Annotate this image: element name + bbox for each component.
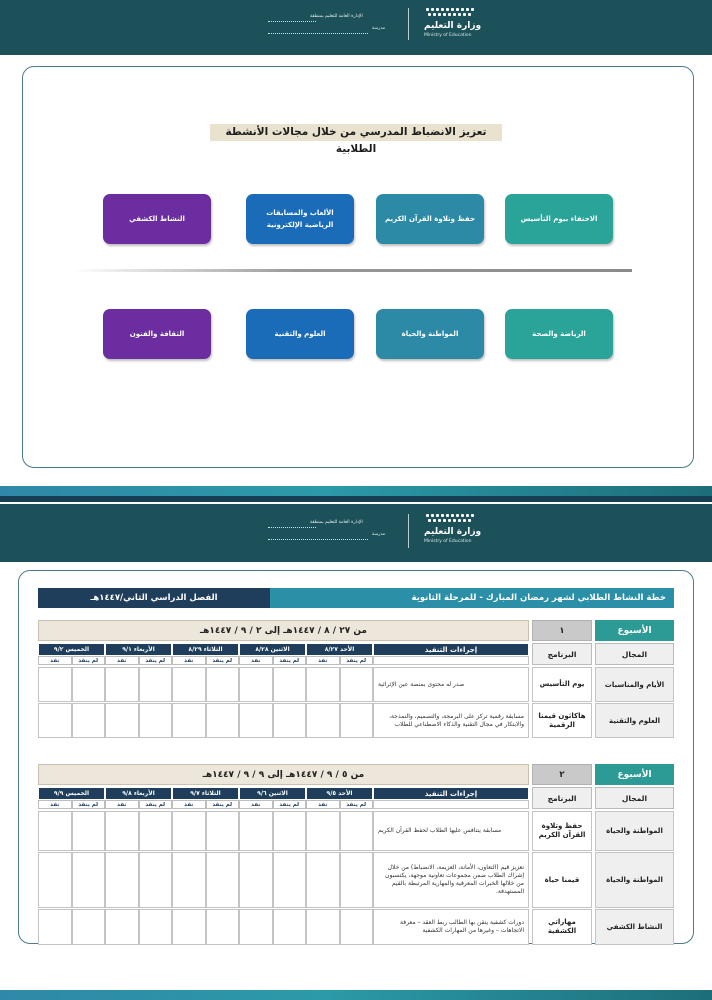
procedures-subheader: [373, 656, 529, 665]
status-cell: [306, 852, 340, 908]
status-cell: [72, 909, 106, 945]
row-program: مهاراتي الكشفية: [532, 909, 592, 945]
plan-title: خطة النشاط الطلابي لشهر رمضان المبارك - للمرحلة الثانوية: [270, 588, 674, 608]
tile-esports: الألعاب والمسابقات الرياضية الإلكترونية: [246, 194, 354, 244]
row-procedure: مسابقة رقمية تركز على البرمجة، والتصميم، والنمذجة، والابتكار في مجال التقنية والذكاء الاصطناعي للطلاب: [373, 703, 529, 738]
status-cell: [38, 703, 72, 738]
executed-label: نفذ: [306, 656, 340, 665]
status-cell: [105, 703, 139, 738]
status-cell: [72, 852, 106, 908]
status-cell: [239, 703, 273, 738]
procedures-header: إجراءات التنفيذ: [373, 643, 529, 656]
ministry-logo-icon: [426, 514, 474, 524]
status-cell: [206, 852, 240, 908]
ministry-name-en: Ministry of Education: [424, 33, 472, 38]
status-cell: [139, 909, 173, 945]
plan-title-bar: [38, 588, 674, 608]
status-cell: [105, 667, 139, 702]
executed-label: نفذ: [172, 656, 206, 665]
divider-line: [74, 269, 632, 272]
week-1-table: [38, 620, 674, 746]
ministry-name-en-2: Ministry of Education: [424, 539, 472, 544]
school-dotted-line: [268, 33, 368, 34]
ministry-logo-icon: [426, 8, 474, 18]
procedures-subheader: [373, 800, 529, 809]
program-header: البرنامج: [532, 787, 592, 809]
header-separator-2: [408, 514, 409, 548]
status-cell: [172, 667, 206, 702]
tile-scouting: النشاط الكشفي: [103, 194, 211, 244]
status-cell: [139, 852, 173, 908]
row-domain: الأيام والمناسبات: [595, 667, 674, 702]
status-cell: [306, 703, 340, 738]
status-cell: [306, 909, 340, 945]
status-cell: [206, 909, 240, 945]
executed-label: نفذ: [105, 800, 139, 809]
header-separator: [408, 8, 409, 40]
tile-quran: حفظ وتلاوة القرآن الكريم: [376, 194, 484, 244]
status-cell: [105, 909, 139, 945]
week-number: ٢: [532, 764, 592, 785]
ministry-name-ar-2: وزارة التعليم: [424, 527, 482, 537]
executed-label: نفذ: [306, 800, 340, 809]
status-cell: [206, 811, 240, 851]
row-domain: المواطنة والحياة: [595, 811, 674, 851]
status-cell: [340, 667, 374, 702]
tile-sports-health: الرياضة والصحة: [505, 309, 613, 359]
week-date-range: من ٥ / ٩ / ١٤٤٧هـ إلى ٩ / ٩ / ١٤٤٧هـ: [38, 764, 529, 785]
week-label: الأسبوع: [595, 764, 674, 785]
status-cell: [273, 909, 307, 945]
school-dotted-line-2: [268, 539, 368, 540]
admin-dotted-line: [268, 21, 316, 22]
status-cell: [172, 811, 206, 851]
admin-dotted-line-2: [268, 527, 316, 528]
status-cell: [239, 909, 273, 945]
row-domain: النشاط الكشفي: [595, 909, 674, 945]
row-program: يوم التأسيس: [532, 667, 592, 702]
term-label: الفصل الدراسي الثاني/١٤٤٧هـ: [38, 588, 270, 608]
program-header: البرنامج: [532, 643, 592, 665]
status-cell: [239, 852, 273, 908]
status-cell: [340, 811, 374, 851]
not-executed-label: لم ينفذ: [273, 800, 307, 809]
not-executed-label: لم ينفذ: [139, 656, 173, 665]
not-executed-label: لم ينفذ: [72, 656, 106, 665]
row-program: هاكاثون قيمنا الرقمية: [532, 703, 592, 738]
row-procedure: تعزيز قيم (التعاون، الأمانة، العزيمة، الانضباط) من خلال إشراك الطلاب ضمن مجموعات تعاونية موجهة، يكتسبون من خلالها الخبرات المعرفية والمهارية المرتبطة بالقيم المستهدفة.: [373, 852, 529, 908]
status-cell: [72, 703, 106, 738]
not-executed-label: لم ينفذ: [139, 800, 173, 809]
status-cell: [239, 667, 273, 702]
status-cell: [273, 703, 307, 738]
status-cell: [206, 667, 240, 702]
page2-header: [0, 504, 712, 562]
status-cell: [139, 811, 173, 851]
page1-title: تعزيز الانضباط المدرسي من خلال مجالات الأنشطة الطلابية: [210, 124, 502, 141]
status-cell: [340, 703, 374, 738]
status-cell: [273, 852, 307, 908]
status-cell: [139, 703, 173, 738]
bottom-band: [0, 990, 712, 1000]
status-cell: [306, 667, 340, 702]
executed-label: نفذ: [38, 800, 72, 809]
row-procedure: صدر له محتوى بمنصة عين الإثرائية: [373, 667, 529, 702]
not-executed-label: لم ينفذ: [273, 656, 307, 665]
day-header: الأربعاء ٩/٨: [105, 787, 172, 800]
week-number: ١: [532, 620, 592, 641]
executed-label: نفذ: [105, 656, 139, 665]
not-executed-label: لم ينفذ: [340, 656, 374, 665]
day-header: الاثنين ٨/٢٨: [239, 643, 306, 656]
row-domain: العلوم والتقنية: [595, 703, 674, 738]
not-executed-label: لم ينفذ: [340, 800, 374, 809]
day-header: الأحد ٨/٢٧: [306, 643, 373, 656]
status-cell: [273, 811, 307, 851]
day-header: الثلاثاء ٨/٢٩: [172, 643, 239, 656]
page1-header: [0, 0, 712, 55]
status-cell: [38, 909, 72, 945]
status-cell: [38, 811, 72, 851]
day-header: الاثنين ٩/٦: [239, 787, 306, 800]
admin-line: الإدارة العامة للتعليم بمنطقة: [310, 14, 363, 19]
not-executed-label: لم ينفذ: [206, 656, 240, 665]
executed-label: نفذ: [239, 656, 273, 665]
status-cell: [72, 667, 106, 702]
day-header: الخميس ٩/٩: [38, 787, 105, 800]
status-cell: [72, 811, 106, 851]
tile-culture-arts: الثقافة والفنون: [103, 309, 211, 359]
day-header: الخميس ٩/٢: [38, 643, 105, 656]
executed-label: نفذ: [172, 800, 206, 809]
tile-citizenship-life: المواطنة والحياة: [376, 309, 484, 359]
row-domain: المواطنة والحياة: [595, 852, 674, 908]
admin-line-2: الإدارة العامة للتعليم بمنطقة: [310, 520, 363, 525]
day-header: الثلاثاء ٩/٧: [172, 787, 239, 800]
status-cell: [105, 852, 139, 908]
ministry-name-ar: وزارة التعليم: [424, 21, 482, 31]
domain-header: المجال: [595, 643, 674, 665]
day-header: الأحد ٩/٥: [306, 787, 373, 800]
school-line-2: مدرسة: [372, 532, 386, 537]
week-2-table: [38, 764, 674, 944]
executed-label: نفذ: [38, 656, 72, 665]
status-cell: [273, 667, 307, 702]
week-date-range: من ٢٧ / ٨ / ١٤٤٧هـ إلى ٢ / ٩ / ١٤٤٧هـ: [38, 620, 529, 641]
tile-founding-day: الاحتفاء بيوم التأسيس: [505, 194, 613, 244]
not-executed-label: لم ينفذ: [206, 800, 240, 809]
procedures-header: إجراءات التنفيذ: [373, 787, 529, 800]
row-program: قيمنا حياة: [532, 852, 592, 908]
row-procedure: دورات كشفية يتقن بها الطالب ربط العقد – معرفة الاتجاهات – وغيرها من المهارات الكشفية: [373, 909, 529, 945]
page-break-band-dark: [0, 496, 712, 502]
status-cell: [239, 811, 273, 851]
page-break-band: [0, 486, 712, 496]
day-header: الأربعاء ٩/١: [105, 643, 172, 656]
week-label: الأسبوع: [595, 620, 674, 641]
status-cell: [38, 667, 72, 702]
status-cell: [105, 811, 139, 851]
status-cell: [172, 909, 206, 945]
status-cell: [172, 852, 206, 908]
status-cell: [340, 909, 374, 945]
row-program: حفظ وتلاوة القرآن الكريم: [532, 811, 592, 851]
status-cell: [38, 852, 72, 908]
status-cell: [340, 852, 374, 908]
domain-header: المجال: [595, 787, 674, 809]
status-cell: [306, 811, 340, 851]
not-executed-label: لم ينفذ: [72, 800, 106, 809]
executed-label: نفذ: [239, 800, 273, 809]
school-line: مدرسة: [372, 26, 386, 31]
row-procedure: مسابقة يتنافس عليها الطلاب لحفظ القرآن الكريم: [373, 811, 529, 851]
status-cell: [206, 703, 240, 738]
status-cell: [172, 703, 206, 738]
status-cell: [139, 667, 173, 702]
tile-science-tech: العلوم والتقنية: [246, 309, 354, 359]
